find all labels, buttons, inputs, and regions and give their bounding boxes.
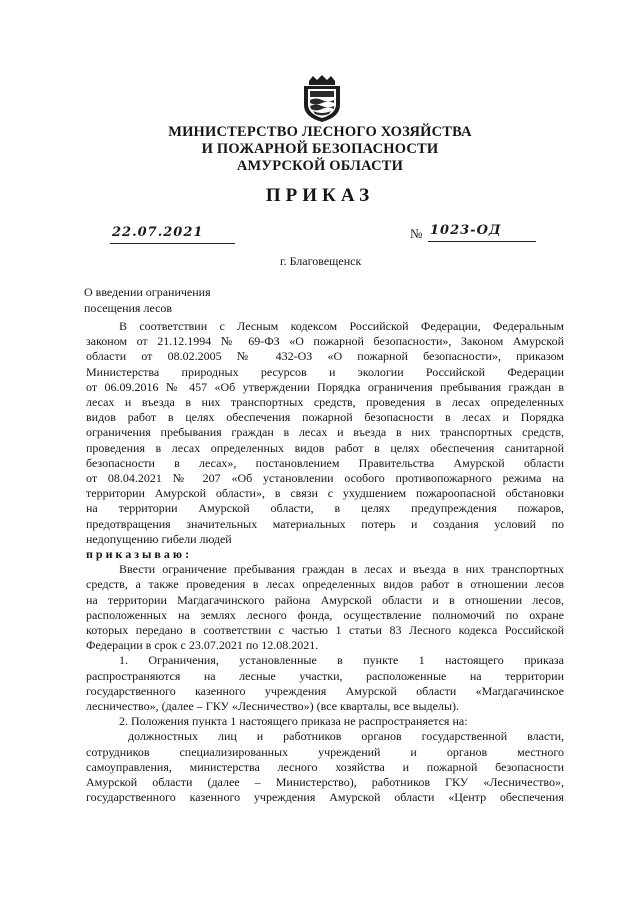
text-line: на территории Амурской области, в целях предупреждения пожаров, [86, 501, 564, 516]
text-line: государственного казенного учреждения Амурской области «Центр обеспечения [86, 790, 564, 805]
text-line: средств, а также проведения в лесах определенных видов работ в отношении лесов [86, 577, 564, 592]
ministry-name-line1: МИНИСТЕРСТВО ЛЕСНОГО ХОЗЯЙСТВА [168, 124, 472, 140]
paragraph-preamble [86, 319, 564, 806]
document-title: ПРИКАЗ [265, 185, 375, 206]
text-line: видов работ в целях обеспечения пожарной безопасности в лесах и Порядка [86, 410, 564, 425]
text-line: предотвращения значительных материальных потерь и создания условий по [86, 516, 564, 531]
text-line: государственного казенного учреждения Амурской области «Магдагачинское [86, 683, 564, 698]
date-field [110, 224, 235, 246]
text-line: на территории Магдагачинского района Амурской области и в отношении лесов, [86, 592, 564, 607]
order-word: приказываю: [86, 547, 193, 562]
text-line: безопасности в лесах», постановлением Правительства Амурской области [86, 455, 564, 470]
text-line: которых передано в соответствии с частью 1 статьи 83 Лесного кодекса Российской [86, 623, 564, 638]
text-line: лесничество», (далее – ГКУ «Лесничество») (все кварталы, все выделы). [86, 699, 460, 714]
text-line: лесах и въезда в них транспортных средств, проведения в лесах определенных [86, 395, 564, 410]
text-line: В соответствии с Лесным кодексом Российской Федерации, Федеральным [119, 319, 564, 333]
text-line: от 06.09.2016 № 457 «Об утверждении Порядка ограничения пребывания граждан в [86, 379, 564, 394]
ministry-name [80, 124, 560, 175]
subject-line: О введении ограничения [84, 285, 211, 299]
text-line: Амурской области (далее – Министерство), работников ГКУ «Лесничество», [86, 775, 564, 790]
handwritten-number: 1023-ОД [430, 223, 502, 238]
text-line: сотрудников специализированных учреждений и органов местного [86, 744, 564, 759]
city-label: г. Благовещенск [280, 254, 362, 268]
text-line: Ввести ограничение пребывания граждан в лесах и въезда в них транспортных [119, 562, 564, 577]
text-line: законом от 21.12.1994 № 69-ФЗ «О пожарной безопасности», Законом Амурской [86, 334, 564, 349]
ministry-name-line2: И ПОЖАРНОЙ БЕЗОПАСНОСТИ [201, 141, 439, 157]
text-line: 2. Положения пункта 1 настоящего приказа не распространяется на: [119, 714, 468, 729]
handwritten-date: 22.07.2021 [112, 225, 204, 240]
number-label: № [410, 226, 423, 241]
text-line: Министерства природных ресурсов и экологии Российской Федерации [86, 364, 564, 379]
number-field [428, 222, 536, 244]
text-line: расположенных на землях лесного фонда, осуществление полномочий по охране [86, 607, 564, 622]
text-line: распространяются на лесные участки, расположенные на территории [86, 668, 564, 683]
ministry-name-line3: АМУРСКОЙ ОБЛАСТИ [236, 158, 404, 174]
text-line: 1. Ограничения, установленные в пункте 1 настоящего приказа [119, 653, 564, 668]
text-line: недопущению гибели людей [86, 531, 232, 546]
text-line: самоуправления, министерства лесного хозяйства и пожарной безопасности [86, 759, 564, 774]
text-line: территории Амурской области», в связи с ухудшением пожароопасной обстановки [86, 486, 564, 501]
subject-line: посещения лесов [84, 301, 173, 315]
order-subject [84, 284, 211, 316]
text-line: проведения в лесах определенных видов работ в целях обеспечения санитарной [86, 440, 564, 455]
coat-of-arms-emblem [299, 73, 345, 123]
text-line: от 08.04.2021 № 207 «Об установлении особого противопожарного режима на [86, 471, 564, 486]
text-line: области от 08.02.2005 № 432-ОЗ «О пожарной безопасности», приказом [86, 349, 564, 364]
text-line: Федерации в срок с 23.07.2021 по 12.08.2021. [86, 638, 319, 653]
text-line: должностных лиц и работников органов государственной власти, [128, 729, 564, 744]
text-line: ограничения пребывания граждан в лесах и въезда в них транспортных средств, [86, 425, 564, 440]
